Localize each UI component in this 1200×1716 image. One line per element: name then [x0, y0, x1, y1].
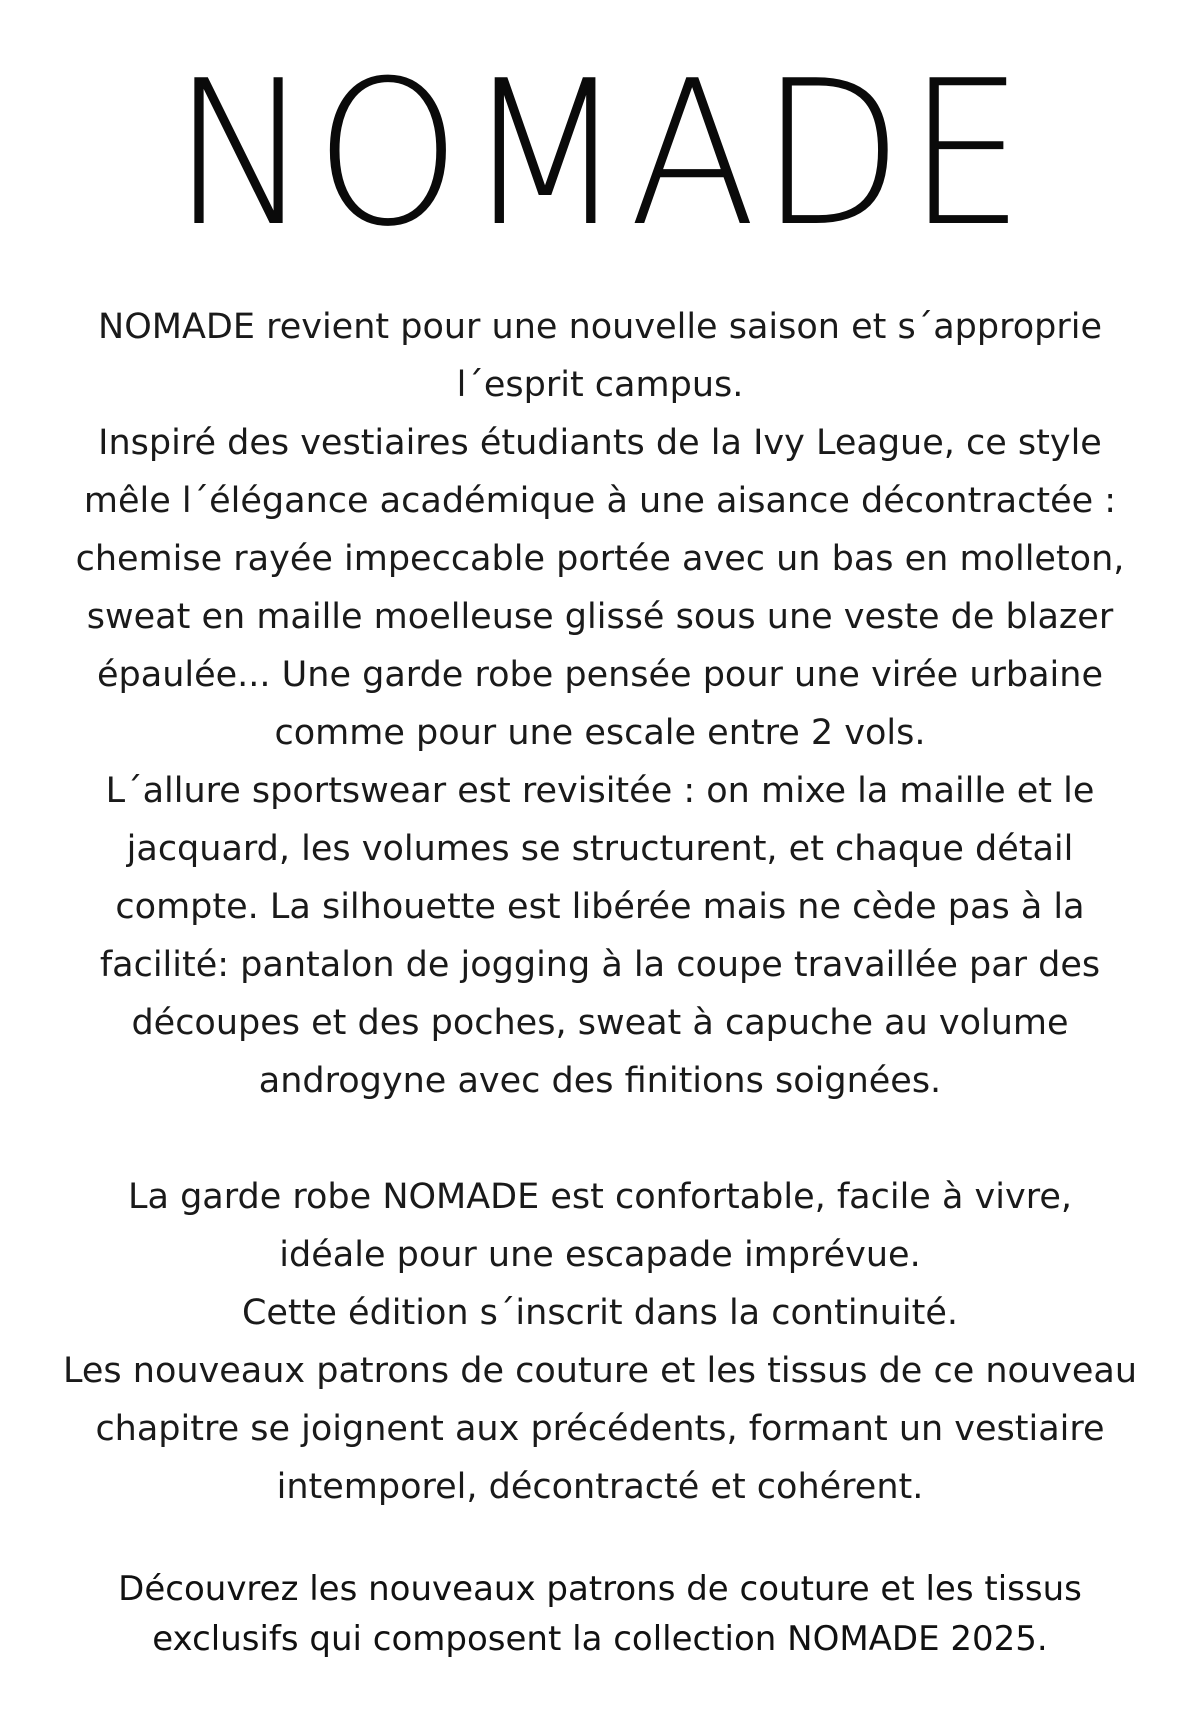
text-line: sweat en maille moelleuse glissé sous une veste de blazer [86, 597, 1114, 637]
text-line: facilité: pantalon de jogging à la coupe travaillée par des [99, 945, 1101, 985]
text-line: mêle l´élégance académique à une aisance décontractée : [83, 481, 1117, 521]
text-line: L´allure sportswear est revisitée : on mixe la maille et le [105, 771, 1095, 811]
cta-line: exclusifs qui composent la collection NOMADE 2025. [152, 1619, 1048, 1659]
text-line: découpes et des poches, sweat à capuche au volume [131, 1003, 1069, 1043]
cta-line: Découvrez les nouveaux patrons de couture et les tissus [118, 1569, 1082, 1609]
text-line: Cette édition s´inscrit dans la continuité. [241, 1293, 959, 1333]
text-line: comme pour une escale entre 2 vols. [274, 713, 926, 753]
text-line: jacquard, les volumes se structurent, et chaque détail [126, 829, 1074, 869]
page-title: NOMADE [171, 38, 1029, 271]
intro-paragraph [60, 298, 1140, 1110]
text-line: Les nouveaux patrons de couture et les tissus de ce nouveau [62, 1351, 1138, 1391]
text-line: épaulée... Une garde robe pensée pour une virée urbaine [97, 655, 1103, 695]
text-line: idéale pour une escapade imprévue. [279, 1235, 921, 1275]
text-line: NOMADE revient pour une nouvelle saison et s´approprie [98, 307, 1102, 347]
text-line: compte. La silhouette est libérée mais ne cède pas à la [115, 887, 1085, 927]
second-paragraph [60, 1168, 1140, 1516]
text-line: Inspiré des vestiaires étudiants de la Ivy League, ce style [98, 423, 1102, 463]
text-line: l´esprit campus. [456, 365, 744, 405]
text-line: chemise rayée impeccable portée avec un bas en molleton, [75, 539, 1125, 579]
text-line: intemporel, décontracté et cohérent. [276, 1467, 924, 1507]
call-to-action [40, 1564, 1160, 1664]
text-line: La garde robe NOMADE est confortable, facile à vivre, [128, 1177, 1072, 1217]
text-line: androgyne avec des finitions soignées. [258, 1061, 942, 1101]
text-line: chapitre se joignent aux précédents, formant un vestiaire [95, 1409, 1105, 1449]
